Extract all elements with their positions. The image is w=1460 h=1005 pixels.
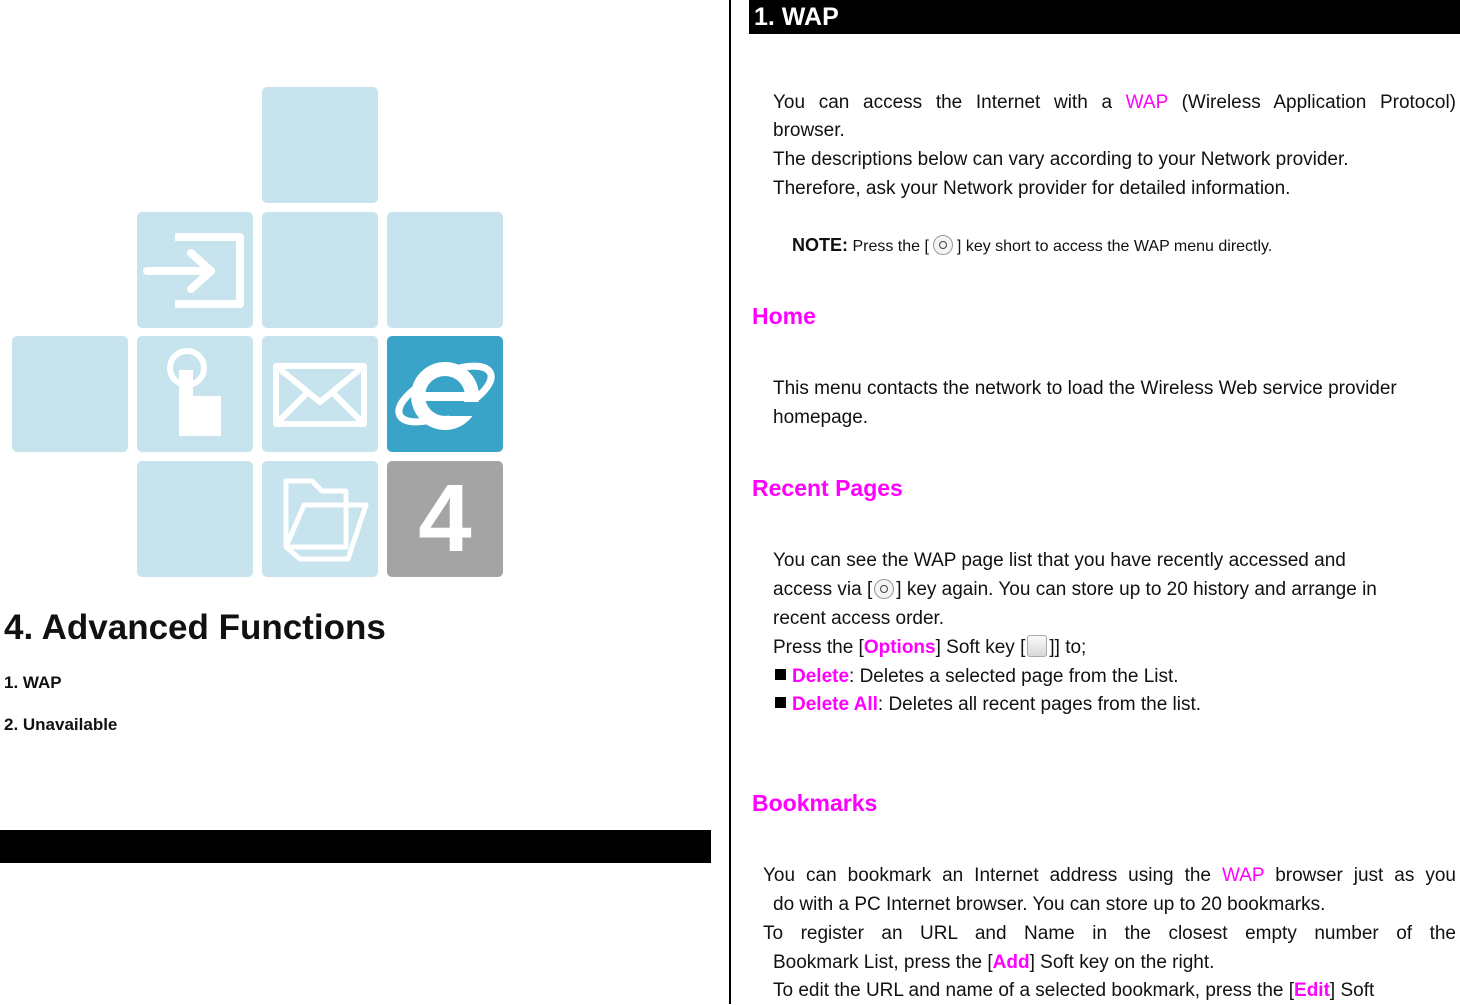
bookmarks-line-2: do with a PC Internet browser. You can store up to 20 bookmarks. <box>773 894 1326 915</box>
envelope-icon <box>262 336 378 452</box>
recent-line-3: recent access order. <box>773 608 945 629</box>
recent-line-2: access via [ ] key again. You can store up to 20 history and arrange in <box>773 579 1377 600</box>
recent-line-1: You can see the WAP page list that you have recently accessed and <box>773 550 1346 571</box>
bullet-icon <box>775 697 786 708</box>
intro-line-2: browser. <box>773 120 845 141</box>
home-line-2: homepage. <box>773 407 869 428</box>
toc-item-unavailable: 2. Unavailable <box>4 715 118 734</box>
options-term: Options <box>863 637 936 658</box>
tile-signin <box>137 212 253 328</box>
home-heading: Home <box>752 303 816 329</box>
recent-pages-heading: Recent Pages <box>752 475 903 501</box>
tile-chapter-number <box>387 461 503 577</box>
tile-empty <box>262 212 378 328</box>
edit-term: Edit <box>1294 980 1330 1001</box>
bookmarks-line-1: You can bookmark an Internet address using the WAP browser just as you <box>763 865 1456 886</box>
delete-term: Delete <box>792 666 850 687</box>
tile-empty <box>12 336 128 452</box>
tile-message <box>262 336 378 452</box>
section-header: 1. WAP <box>749 0 1460 34</box>
softkey-icon <box>1027 635 1047 657</box>
chapter-title: 4. Advanced Functions <box>4 608 386 647</box>
bookmarks-heading: Bookmarks <box>752 790 878 816</box>
note-label: NOTE: <box>792 235 848 255</box>
wap-term: WAP <box>1221 865 1265 886</box>
page-divider <box>729 0 731 1004</box>
bookmarks-line-3: To register an URL and Name in the closest empty number of the <box>763 923 1456 944</box>
tile-folder <box>262 461 378 577</box>
tile-touch <box>137 336 253 452</box>
bullet-icon <box>775 669 786 680</box>
tile-internet <box>387 336 503 452</box>
bookmarks-line-5: To edit the URL and name of a selected bookmark, press the [Edit] Soft <box>773 980 1375 1001</box>
wap-key-icon <box>933 235 953 255</box>
folder-icon <box>262 461 378 577</box>
delete-all-term: Delete All <box>792 694 878 715</box>
tile-empty <box>387 212 503 328</box>
internet-explorer-icon <box>387 336 503 452</box>
toc-item-wap: 1. WAP <box>4 673 62 692</box>
tile-empty <box>262 87 378 203</box>
intro-line-1: You can access the Internet with a WAP (Wireless Application Protocol) <box>773 92 1456 113</box>
chapter-number: 4 <box>418 465 472 572</box>
list-item: Delete: Deletes a selected page from the List. <box>773 662 1456 691</box>
wap-term: WAP <box>1125 92 1168 113</box>
recent-press-line: Press the [Options] Soft key [ ]] to; <box>773 637 1087 658</box>
intro-line-3: The descriptions below can vary according to your Network provider. <box>773 149 1349 170</box>
tile-empty <box>137 461 253 577</box>
footer-bar <box>0 830 711 863</box>
wap-key-icon <box>874 579 894 599</box>
intro-line-4: Therefore, ask your Network provider for detailed information. <box>773 178 1291 199</box>
home-line-1: This menu contacts the network to load the Wireless Web service provider <box>773 378 1397 399</box>
touch-hand-icon <box>137 336 253 452</box>
list-item: Delete All: Deletes all recent pages from the list. <box>773 690 1456 719</box>
note: NOTE: Press the [ ] key short to access the WAP menu directly. <box>792 235 1273 255</box>
signin-icon <box>137 212 253 328</box>
add-term: Add <box>992 952 1030 973</box>
bookmarks-line-4: Bookmark List, press the [Add] Soft key on the right. <box>773 952 1215 973</box>
